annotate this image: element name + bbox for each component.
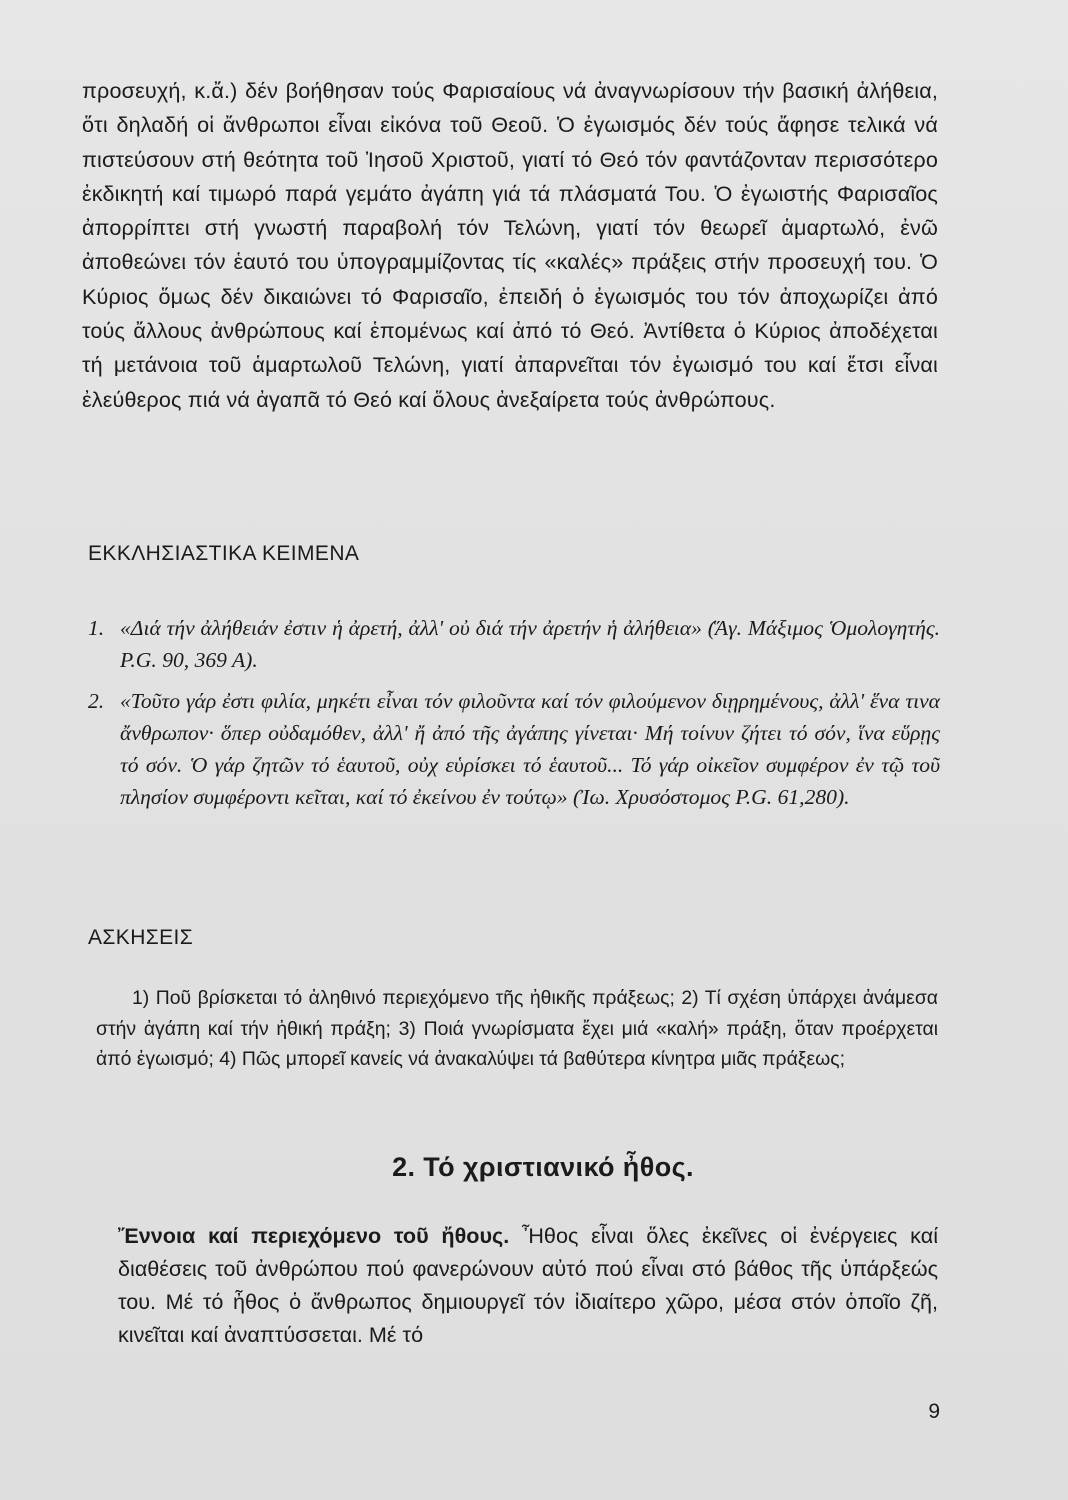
section-heading-church-texts: ΕΚΚΛΗΣΙΑΣΤΙΚΑ ΚΕΙΜΕΝΑ: [88, 542, 360, 565]
section-heading-exercises: ΑΣΚΗΣΕΙΣ: [88, 926, 194, 949]
exercises-paragraph: [96, 983, 938, 1075]
closing-lead-heading: Ἔννοια καί περιεχόμενο τοῦ ἤθους.: [118, 1223, 510, 1248]
quote-item: [88, 612, 940, 677]
exercises-text: 1) Ποῦ βρίσκεται τό ἀληθινό περιεχόμενο τῆς ἠθικῆς πράξεως; 2) Τί σχέση ὑπάρχει ἀνάμεσα στήν ἀγάπη καί τήν ἠθική πράξη; 3) Ποιά γνωρίσματα ἔχει μιά «καλή» πράξη, ὅταν προέρχεται ἀπό ἐγωισμό; 4) Πῶς μπορεῖ κανείς νά ἀνακαλύψει τά βαθύτερα κίνητρα μιᾶς πράξεως;: [96, 987, 938, 1070]
quote-text: «Διά τήν ἀλήθειάν ἐστιν ἡ ἀρετή, ἀλλ' οὐ διά τήν ἀρετήν ἡ ἀλήθεια» (Ἅγ. Μάξιμος Ὁμολογητής. P.G. 90, 369 A).: [120, 616, 940, 673]
quotes-list: [88, 612, 940, 822]
opening-paragraph: προσευχή, κ.ἄ.) δέν βοήθησαν τούς Φαρισαίους νά ἀναγνωρίσουν τήν βασική ἀλήθεια, ὅτι δηλαδή οἱ ἄνθρωποι εἶναι εἰκόνα τοῦ Θεοῦ. Ὁ ἐγωισμός δέν τούς ἄφησε τελικά νά πιστεύσουν στή θεότητα τοῦ Ἰησοῦ Χριστοῦ, γιατί τό Θεό τόν φαντάζονταν περισσότερο ἐκδικητή καί τιμωρό παρά γεμάτο ἀγάπη γιά τά πλάσματά Του. Ὁ ἐγωιστής Φαρισαῖος ἀπορρίπτει στή γνωστή παραβολή τόν Τελώνη, γιατί τόν θεωρεῖ ἁμαρτωλό, ἐνῶ ἀποθεώνει τόν ἑαυτό του ὑπογραμμίζοντας τίς «καλές» πράξεις στήν προσευχή του. Ὁ Κύριος ὅμως δέν δικαιώνει τό Φαρισαῖο, ἐπειδή ὁ ἐγωισμός του τόν ἀποχωρίζει ἀπό τούς ἄλλους ἀνθρώπους καί ἑπομένως καί ἀπό τό Θεό. Ἀντίθετα ὁ Κύριος ἀποδέχεται τή μετάνοια τοῦ ἁμαρτωλοῦ Τελώνη, γιατί ἀπαρνεῖται τόν ἐγωισμό του καί ἔτσι εἶναι ἐλεύθερος πιά νά ἀγαπᾶ τό Θεό καί ὅλους ἀνεξαίρετα τούς ἀνθρώπους.: [82, 78, 938, 412]
page-number: 9: [928, 1400, 940, 1423]
quote-text: «Τοῦτο γάρ ἐστι φιλία, μηκέτι εἶναι τόν φιλοῦντα καί τόν φιλούμενον διῃρημένους, ἀλλ' ἕνα τινα ἄνθρωπον· ὅπερ οὐδαμόθεν, ἀλλ' ἤ ἀπό τῆς ἀγάπης γίνεται· Μή τοίνυν ζήτει τό σόν, ἵνα εὕρῃς τό σόν. Ὁ γάρ ζητῶν τό ἑαυτοῦ, οὐχ εὑρίσκει τό ἑαυτοῦ... Τό γάρ οἰκεῖον συμφέρον ἐν τῷ τοῦ πλησίον συμφέροντι κεῖται, καί τό ἐκείνου ἐν τούτῳ» (Ἰω. Χρυσόστομος P.G. 61,280).: [120, 688, 940, 810]
chapter-title-text: 2. Τό χριστιανικό ἦθος.: [392, 1152, 694, 1182]
closing-text: Ἦθος εἶναι ὅλες ἐκεῖνες οἱ ἐνέργειες καί διαθέσεις τοῦ ἀνθρώπου πού φανερώνουν αὐτό πού εἶναι στό βάθος τῆς ὑπάρξεώς του. Μέ τό ἦθος ὁ ἄνθρωπος δημιουργεῖ τόν ἰδιαίτερο χῶρο, μέσα στόν ὁποῖο ζῆ, κινεῖται καί ἀναπτύσσεται. Μέ τό: [118, 1223, 938, 1347]
quote-number: 2.: [88, 688, 105, 713]
quote-item: [88, 685, 940, 814]
chapter-title: [0, 1152, 1068, 1183]
closing-paragraph: [118, 1219, 938, 1351]
quote-number: 1.: [88, 616, 105, 640]
